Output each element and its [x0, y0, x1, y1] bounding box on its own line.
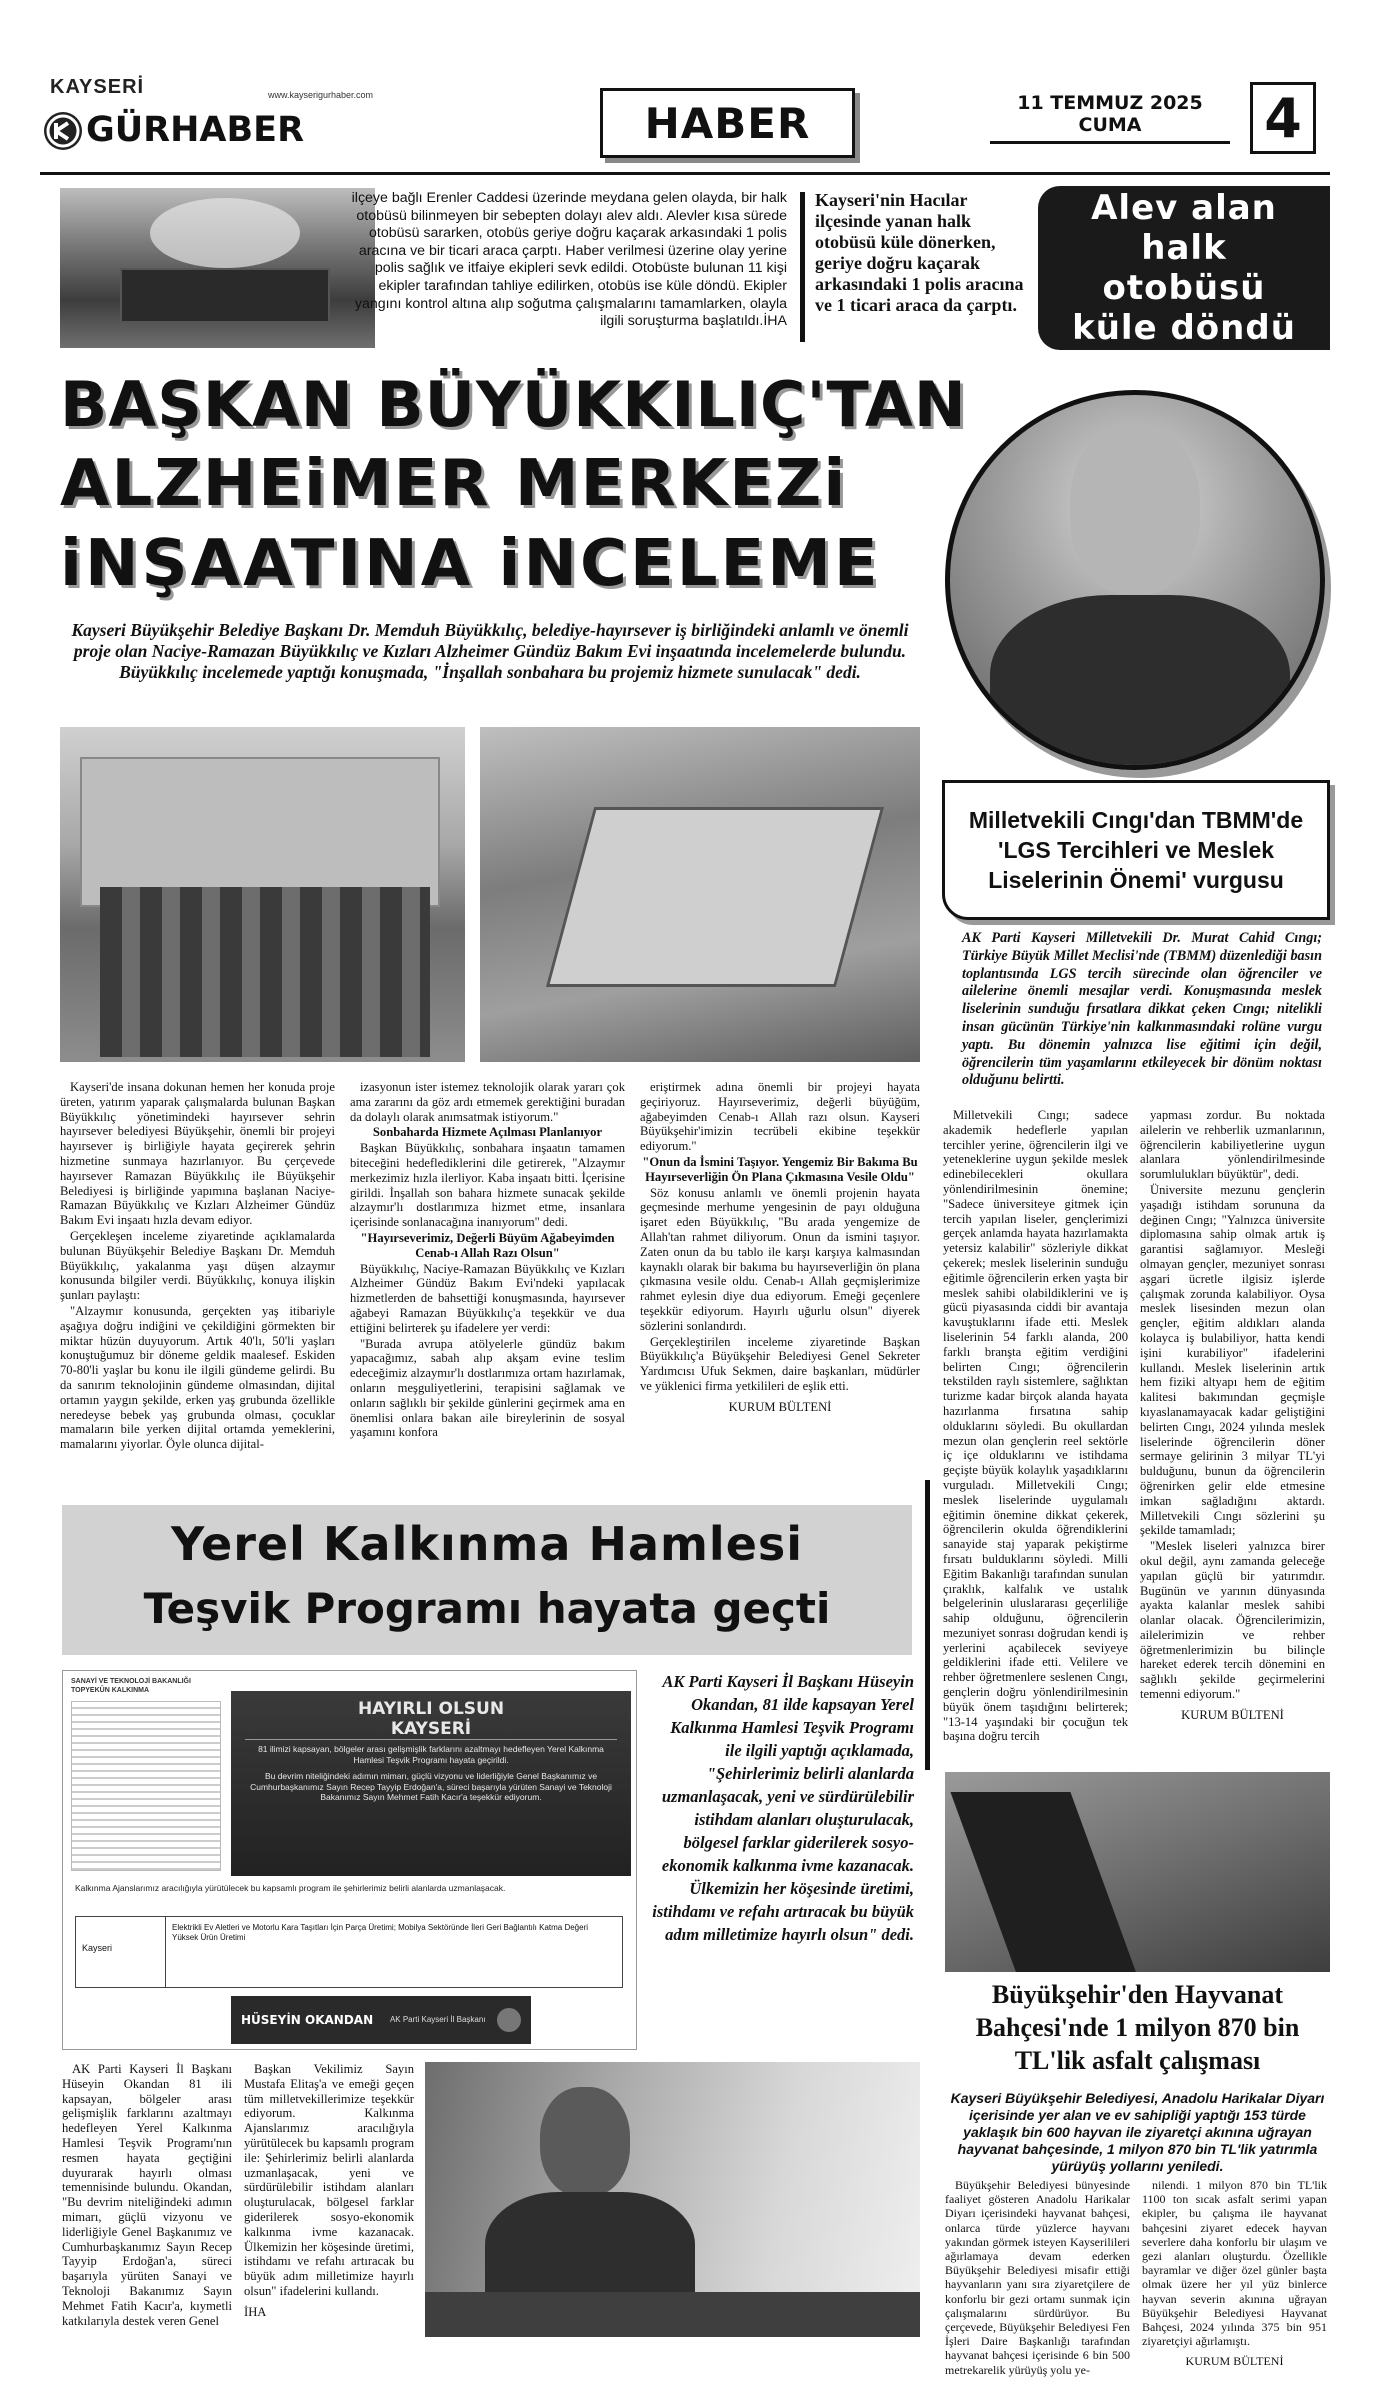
- poster-text-3: Kalkınma Ajanslarımız aracılığıyla yürütülecek bu kapsamlı program ile şehirlerimiz belirli alanlarda uzmanlaşacak.: [75, 1883, 506, 1893]
- portrait-suit: [990, 595, 1290, 770]
- main-signature: KURUM BÜLTENİ: [728, 1399, 832, 1414]
- poster-dark-panel: [231, 1691, 631, 1876]
- main-col2-p4: "Burada avrupa atölyelerle gündüz bakım yapacağımız, sabah alıp akşam evine teslim edeceğimiz alzaymır'lı dostlarımıza ortam hazırlamak, onların meşguliyetlerini, terapisini sağlamak ve onların sağlıklı bir şekilde günlerini geçirmek ama en önemlisi onlara bakan aile bireylerinin de sosyal yaşamını konfora: [350, 1336, 625, 1440]
- lgs-col1-p1: Milletvekili Cıngı; sadece akademik hedeflerle yapılan tercihler yerine, öğrencilerin ilgi ve yeteneklerine uygun şekilde meslek edinebilecekleri okullara yönlendirilmesinin önemine; "Sadece üniversiteye gitmek için tercih yapılan liseler, gençlerimizi gerçek anlamda hayata hazırlamakta yetersiz kalabilir" sözleriyle dikkat çekerek; meslek liselerinin sunduğu eğitimle öğrencilerin erken yaşta bir meslek sahibi olabildiklerini ve iş gücü piyasasında ciddi bir avantaja kavuştuklarını ifade etti. Meslek liselerinin 54 farklı alanda, 200 farklı branşta eğitim verdiğini belirten Cıngı; öğrencilerin tekstilden raylı sistemlere, sağlıktan turizme kadar birçok alanda hayata hazırlanma fırsatına sahip olduklarını söyledi. Bu okullardan mezun olan gençlerin reel sektörle iç içe olduklarını ve istihdama geçişte büyük kolaylık yaşadıklarını vurguladı. Milletvekili Cıngı; meslek liselerinde uygulamalı eğitimin önemine dikkat çekerek, öğrencilerin okulda öğrendiklerini sanayide staj yaparak pekiştirme fırsatı bulduklarını söyledi. Milli Eğitim Bakanlığı tarafından sunulan çıraklık, kalfalık ve ustalık belgelerinin uluslararası geçerliliğe sahip olduğunu, öğrencilerin mezuniyet sonrası doğrudan kendi iş yerlerini açabilecek seviyeye geldiklerini ifade etti. Velilere ve rehber öğretmenlere seslenen Cıngı, gençlerin doğru yönlendirilmesinin büyük önem taşıdığını belirterek; "13-14 yaşındaki bir çocuğun tek başına doğru tercih: [943, 1108, 1128, 1744]
- tesvik-col-2: [244, 2062, 414, 2362]
- city-label: KAYSERİ: [50, 76, 145, 98]
- zoo-col2-text: nilendi. 1 milyon 870 bin TL'lik 1100 ton sıcak asfalt serimi yapan ekipler, bu çalışma ile hayvanat bahçesini ziyaret edecek hayvan severlere daha konforlu bir ulaşım ve gezi alanları oluşturdu. Özellikle bayramlar ve diğer özel günler başta olmak üzere her yıl yüz binlerce hayvan severin akınına uğrayan Büyükşehir Belediyesi Hayvanat Bahçesi, 2024 yılında 375 bin 951 ziyaretçiyi ağırlamıştı.: [1142, 2178, 1327, 2349]
- zoo-lead: Kayseri Büyükşehir Belediyesi, Anadolu Harikalar Diyarı içerisinde yer alan ve ev sahipliği yaptığı 153 türde yaklaşık bin 600 hayvan ile ziyaretçi akınına uğrayan hayvanat bahçesinde, 1 milyon 870 bin TL'lik yatırımla yürüyüş yollarını yeniledi.: [950, 2090, 1325, 2174]
- issue-date: 11 TEMMUZ 2025: [1017, 92, 1203, 114]
- main-col3-p2: Söz konusu anlamlı ve önemli projenin hayata geçmesinde merhume yengesinin de payı olduğuna işaret eden Büyükkılıç, "Bu arada yengemize de Allah'tan rahmet diliyorum. Onun da ismini taşıyor. Zaten onun da bu tablo ile karşı karşıya kalmasından kaynaklı olarak bir bakıma bu hayırseverliğin ön plana çıkmasına vesile oldu. Cenab-ı Allah geçmişlerimize rahmet eylesin diye dua ediyorum. Emeği geçenlere teşekkür ediyorum. Hayırlı uğurlu olsun" diyerek sözlerini sonlandırdı.: [640, 1185, 920, 1333]
- poster-city: KAYSERİ: [245, 1719, 617, 1740]
- section-box: [600, 88, 855, 158]
- poster-text-2: Bu devrim niteliğindeki adımın mimarı, güçlü vizyonu ve liderliğiyle Genel Başkanımız ve Cumhurbaşkanımız Sayın Recep Tayyip Erdoğan'a, süreci başarıyla yürüten Sanayi ve Teknoloji Bakanımız Sayın Mehmet Fatih Kacır'a teşekkür ediyorum.: [250, 1771, 612, 1802]
- logo-icon: [44, 112, 82, 150]
- poster-name: HÜSEYİN OKANDAN: [241, 2013, 374, 2027]
- page-number: 4: [1264, 86, 1302, 150]
- bus-story-body: ilçeye bağlı Erenler Caddesi üzerinde meydana gelen olayda, bir halk otobüsü bilinmeyen bir sebepten dolayı alev aldı. Alevler kısa sürede otobüsü sararken, otobüs geriye doğru kaçarak arkasındaki 1 polis aracına ve bir ticari araca çarptı. Haber verilmesi üzerine olay yerine polis sağlık ve itfaiye ekipleri sevk edildi. Otobüste bulunan 11 kişi ekipler tarafından tahliye edilirken, otobüs ise küle döndü. Ekipler yangını kontrol altına alıp soğutma çalışmalarını tamamlarken, olayla ilgili soruşturma başlatıldı.İHA: [351, 190, 787, 330]
- lgs-headline: Milletvekili Cıngı'dan TBMM'de 'LGS Tercihleri ve Meslek Liselerinin Önemi' vurgusu: [968, 807, 1304, 893]
- bus-shape: [120, 268, 330, 323]
- main-col1-p3: "Alzaymır konusunda, gerçekten yaş itibariyle aşağıya doğru indiğini ve çekildiğini görmekten bir miktar hüzün duyuyorum. Artık 40'lı, 50'li yaşları konuştuğumuz bir döneme geldik maalesef. Eskiden 70-80'li yaşlar bu konu ile ilgili gündeme gelirdi. Bu da sanırım teknolojinin gündeme olmasından, dijital ortamın yaygın şekilde, erken yaş grubunda özellikle neredeyse bebek yaş grubunda olması, çocuklar mamaların bile yerken dijital ortamda yemeklerini, mamalarını yiyorlar. Öyle olunca dijital-: [60, 1303, 335, 1452]
- bus-fire-photo: [60, 188, 375, 348]
- main-col2-subhead2: "Hayırseverimiz, Değerli Büyüm Ağabeyimden Cenab-ı Allah Razı Olsun": [360, 1230, 615, 1260]
- column-divider: [925, 1480, 930, 1770]
- tesvik-col-1: [62, 2062, 232, 2362]
- bus-story-lead: Kayseri'nin Hacılar ilçesinde yanan halk otobüsü küle dönerken, geriye doğru kaçarak arkasındaki 1 polis aracına ve 1 ticari araca da çarptı.: [815, 190, 1024, 315]
- zoo-asphalt-photo: [945, 1772, 1330, 1972]
- issue-day: CUMA: [1078, 114, 1142, 136]
- mp-portrait: [945, 390, 1325, 770]
- main-col-3: [640, 1080, 920, 1480]
- main-col2-p2: Başkan Büyükkılıç, sonbahara inşaatın tamamen biteceğini hedeflediklerini dile getirerek, "Alzaymır merkezimiz hızla ilerliyor. Kaba inşaatı bitti. İçerisine girildi. İnşallah son bahara hizmete sunacak şekilde alzaymır'lı dostlarımıza hizmet etme, insanlara içerisinde sonlanacağına inanıyorum" dedi.: [350, 1141, 625, 1230]
- main-col2-subhead1: Sonbaharda Hizmete Açılması Planlanıyor: [372, 1125, 603, 1140]
- main-col1-p2: Gerçekleşen inceleme ziyaretinde açıklamalarda bulunan Büyükşehir Belediye Başkanı Dr. Memduh Büyükkılıç, yakalanma yaşı düşen alzaymır konusunda bilgiler verdi. Büyükkılıç, konuya ilişkin şunları paylaştı:: [60, 1228, 335, 1303]
- date-box: [990, 88, 1230, 144]
- main-headline-line1: BAŞKAN BÜYÜKKILIÇ'TAN: [60, 368, 967, 441]
- poster-top-label: SANAYİ VE TEKNOLOJİ BAKANLIĞI TOPYEKÛN KALKINMA: [71, 1678, 191, 1694]
- road-shape: [950, 1792, 1139, 1972]
- main-col3-p3: Gerçekleştirilen inceleme ziyaretinde Başkan Büyükkılıç'a Büyükşehir Belediyesi Genel Sekreter Yardımcısı Ufuk Sekmen, daire başkanları, müdürler ve yüklenici firma yetkilileri de eşlik etti.: [640, 1334, 920, 1393]
- construction-aerial-photo: [480, 727, 920, 1062]
- officials-photo: [60, 727, 465, 1062]
- page-number-box: [1250, 82, 1316, 154]
- construction-building-shape: [546, 807, 884, 987]
- lgs-col-1: [943, 1108, 1128, 1744]
- main-col3-subhead: "Onun da İsmini Taşıyor. Yengemiz Bir Bakıma Bu Hayırseverliğin Ön Plana Çıkmasına Vesile Oldu": [642, 1154, 918, 1184]
- lgs-col2-p3: "Meslek liseleri yalnızca birer okul değil, aynı zamanda geleceğe yapılan güçlü bir yatırımdır. Bugünün ve yarının dünyasında ayakta kalanlar meslek sahibi olanlar olacak. Öğrencilerimizin, ailelerimizin ve rehber öğretmenlerimizin bu bilinçle hareket ederek tercih dönemini en sağlıklı şekilde geçirmelerini temenni ediyorum.": [1140, 1539, 1325, 1702]
- tesvik-headline-line1: Yerel Kalkınma Hamlesi: [170, 1517, 804, 1571]
- building-shape: [80, 757, 440, 907]
- desk-shape: [425, 2292, 920, 2337]
- main-col-1: [60, 1080, 335, 1480]
- masthead-rule: [40, 172, 1330, 175]
- main-col2-p1: izasyonun ister istemez teknolojik olarak yararı çok ama zararını da göz ardı etmemek gerektiğini buradan da dolaylı olarak anımsatmak istiyorum.": [350, 1080, 625, 1124]
- party-logo-icon: [497, 2008, 521, 2032]
- poster-row-text: Elektrikli Ev Aletleri ve Motorlu Kara Taşıtları İçin Parça Üretimi; Mobilya Sektöründe İleri Geri Bağlantılı Katma Değeri Yüksek Ürün Üretimi: [172, 1923, 589, 1942]
- zoo-col-1: [945, 2178, 1130, 2378]
- okandan-photo: [425, 2062, 920, 2337]
- main-headline-line2: ALZHEiMER MERKEZi: [60, 447, 848, 521]
- zoo-col1-text: Büyükşehir Belediyesi bünyesinde faaliyet gösteren Anadolu Harikalar Diyarı içerisindeki hayvanat bahçesi, onlarca türde yüzlerce hayvanı yakından görmek isteyen Kayserilileri ağırlamaya devam ederken Büyükşehir Belediyesi misafir ettiği hayvanların yanı sıra ziyaretçilere de konforlu bir gezi ortamı sunmak için çalışmalarını sürdürüyor. Bu çerçevede, Büyükşehir Belediyesi Fen İşleri Daire Başkanlığı tarafından hayvanat bahçesi içerisinde 6 bin 500 metrekarelik yürüyüş yolu ye-: [945, 2178, 1130, 2377]
- tesvik-signature: İHA: [244, 2304, 267, 2319]
- site-url[interactable]: www.kayserigurhaber.com: [268, 90, 374, 100]
- lgs-col2-p2: Üniversite mezunu gençlerin yaşadığı istihdam sorununa da değinen Cıngı; "Yalnızca üniversite diplomasına sahip olmak artık iş garantisi sağlamıyor. Mesleği olmayan gençler, mezuniyet sonrası aşgari ücretle ilgisiz işlerde çalışmak zorunda kalabiliyor. Oysa meslek lisesinden mezun olan gençler, eğitim aldıkları alanda kolayca iş bulabiliyor, hatta kendi işini kurabiliyor" ifadelerini kullandı. Meslek liselerinin artık hem fiziki altyapı hem de eğitim kalitesi bakımından geçmişle kıyaslanamayacak kadar geliştiğini belirten Cıngı, 2024 yılında meslek liselerinde öğrencilerin döner sermaye gelirinin 3 milyar TL'yi bulduğunu, bunun da öğrencilerin öğrenirken gelir elde etmesine imkan sağladığını aktardı. Milletvekili Cıngı sözlerini şu şekilde tamamladı;: [1140, 1182, 1325, 1538]
- brand-logo: GÜRHABER: [86, 110, 305, 150]
- zoo-signature: KURUM BÜLTENİ: [1185, 2354, 1284, 2369]
- lgs-col2-p1: yapması zordur. Bu noktada ailelerin ve rehberlik uzmanlarının, öğrencilerin kabiliyetlerine uygun alanlara yönlendirilmesinde sorumlulukları büyüktür", dedi.: [1140, 1108, 1325, 1182]
- main-col3-p1: eriştirmek adına önemli bir projeyi hayata geçiriyoruz. Hayırseverimiz, değerli büyüğüm, ağabeyimden Cenab-ı Allah razı olsun. Kayseri Büyükşehir'imizin tecrübeli ekibine teşekkür ediyorum.": [640, 1080, 920, 1154]
- poster-text-1: 81 ilimizi kapsayan, bölgeler arası gelişmişlik farklarını azaltmayı hedefleyen Yerel Kalkınma Hamlesi Teşvik Programı hayata geçirildi.: [258, 1744, 604, 1765]
- masthead: [40, 72, 1330, 172]
- zoo-headline: Büyükşehir'den Hayvanat Bahçesi'nde 1 milyon 870 bin TL'lik asfalt çalışması: [975, 1980, 1300, 2075]
- lgs-signature: KURUM BÜLTENİ: [1181, 1707, 1284, 1722]
- poster-footer: [231, 1996, 531, 2044]
- poster-row-label: Kayseri: [76, 1917, 166, 1987]
- tesvik-col1-text: AK Parti Kayseri İl Başkanı Hüseyin Okandan 81 ili kapsayan, bölgeler arası gelişmişlik farklarını azaltmayı hedefleyen Yerel Kalkınma Hamlesi Teşvik Programı'nın resmen hayata geçtiğini duyurarak hayırlı olması temennisinde bulundu. Okandan, "Bu devrim niteliğindeki adımın mimarı, güçlü vizyonu ve liderliğiyle Genel Başkanımız ve Cumhurbaşkanımız Sayın Recep Tayyip Erdoğan'a, süreci başarıyla yürüten Sanayi ve Teknoloji Bakanımız Sayın Mehmet Fatih Kacır'a, kıymetli katkılarıyla destek veren Genel: [62, 2062, 232, 2328]
- main-headline-line3: iNŞAATINA iNCELEME: [60, 527, 881, 601]
- okandan-head-shape: [540, 2087, 630, 2197]
- poster-role: AK Parti Kayseri İl Başkanı: [389, 2015, 486, 2024]
- poster-left-doc: [71, 1701, 221, 1871]
- tesvik-lead: AK Parti Kayseri İl Başkanı Hüseyin Okandan, 81 ilde kapsayan Yerel Kalkınma Hamlesi Teşvik Programı ile ilgili yaptığı açıklamada, "Şehirlerimiz belirli alanlarda uzmanlaşacak, yeni ve sürdürülebilir istihdam alanları oluşturulacak, bölgesel farklar giderilerek sosyo-ekonomik kalkınma ivme kazanacak. Ülkemizin her köşesinde üretimi, istihdamı ve refahı artıracak bu büyük adım milletimize hayırlı olsun" dedi.: [652, 1672, 914, 1944]
- smoke-shape: [150, 198, 300, 268]
- poster-table: [75, 1916, 623, 1988]
- bus-divider: [800, 192, 805, 342]
- tesvik-poster: [62, 1670, 637, 2050]
- main-col-2: [350, 1080, 625, 1480]
- lgs-lead: AK Parti Kayseri Milletvekili Dr. Murat Cahid Cıngı; Türkiye Büyük Millet Meclisi'nde (TBMM) düzenlediği basın toplantısında LGS tercih sürecinde olan öğrenciler ve ailelerine önemli mesajlar verdi. Konuşmasında meslek liselerinin sunduğu fırsatlara dikkat çeken Cıngı; nitelikli insan gücünün Türkiye'nin kalkınmasındaki rolüne vurgu yaptı. Bu dönemin yalnızca lise eğitimi için değil, öğrencilerin tüm yaşamlarını etkileyecek bir dönüm noktası olduğunu belirtti.: [962, 930, 1322, 1089]
- lgs-col-2: [1140, 1108, 1325, 1722]
- bus-headline: Alev alan halk otobüsü küle döndü: [1072, 188, 1296, 348]
- bus-headline-box: [1038, 186, 1330, 350]
- zoo-col-2: [1142, 2178, 1327, 2378]
- lgs-headline-box: [942, 780, 1330, 920]
- main-col1-p1: Kayseri'de insana dokunan hemen her konuda proje üreten, yatırım yaparak çalışmalarda bulunan Başkan Büyükkılıç yönetimindeki hayırsever sehrin hayırsever belediyesi Büyükşehir, önemli bir projeyi hayırsever iş birliğiyle hayata geçirerek şehrin hizmetine sunmaya hazırlanıyor. Bu çerçevede hayırsever Ramazan Büyükkılıç ile Büyükşehir Belediyesi iş birliğinde yapımına başlanan Naciye-Ramazan Büyükkılıç ve Kızları Alzheimer Gündüz Bakım Evi inşaatı hızla devam ediyor.: [60, 1080, 335, 1228]
- portrait-head: [1070, 425, 1200, 595]
- main-col2-p3: Büyükkılıç, Naciye-Ramazan Büyükkılıç ve Kızları Alzheimer Gündüz Bakım Evi'ndeki yapılacak hizmetlerden de bahsettiği konuşmasında, hayırsever ağabeyi Ramazan Büyükkılıç'a teşekkür ve dua ettiğini belirterek şu ifadelere yer verdi:: [350, 1261, 625, 1335]
- tesvik-col2-text: Başkan Vekilimiz Sayın Mustafa Elitaş'a ve emeği geçen tüm milletvekillerimize teşekkür ediyorum. Kalkınma Ajanslarımız aracılığıyla yürütülecek bu kapsamlı program ile: Şehirlerimiz belirli alanlarda uzmanlaşacak, yeni ve sürdürülebilir istihdam alanları oluşturulacak, bölgesel farklar giderilerek sosyo-ekonomik kalkınma ivme kazanacak. Ülkemizin her köşesinde üretimi, istihdamı ve refahı artıracak bu büyük adım milletimize hayırlı olsun" ifadelerini kullandı.: [244, 2062, 414, 2298]
- poster-title: HAYIRLI OLSUN: [357, 1699, 505, 1719]
- main-story-lead: Kayseri Büyükşehir Belediye Başkanı Dr. Memduh Büyükkılıç, belediye-hayırsever iş birliğindeki anlamlı ve önemli proje olan Naciye-Ramazan Büyükkılıç ve Kızları Alzheimer Gündüz Bakım Evi inşaatında incelemelerde bulundu. Büyükkılıç incelemede yaptığı konuşmada, "İnşallah sonbahara bu projemiz hizmete sunulacak" dedi.: [71, 620, 909, 682]
- section-label: HABER: [644, 98, 811, 148]
- tesvik-headline-line2: Teşvik Programı hayata geçti: [143, 1584, 831, 1633]
- tesvik-headline-box: [62, 1505, 912, 1655]
- group-shape: [100, 887, 430, 1057]
